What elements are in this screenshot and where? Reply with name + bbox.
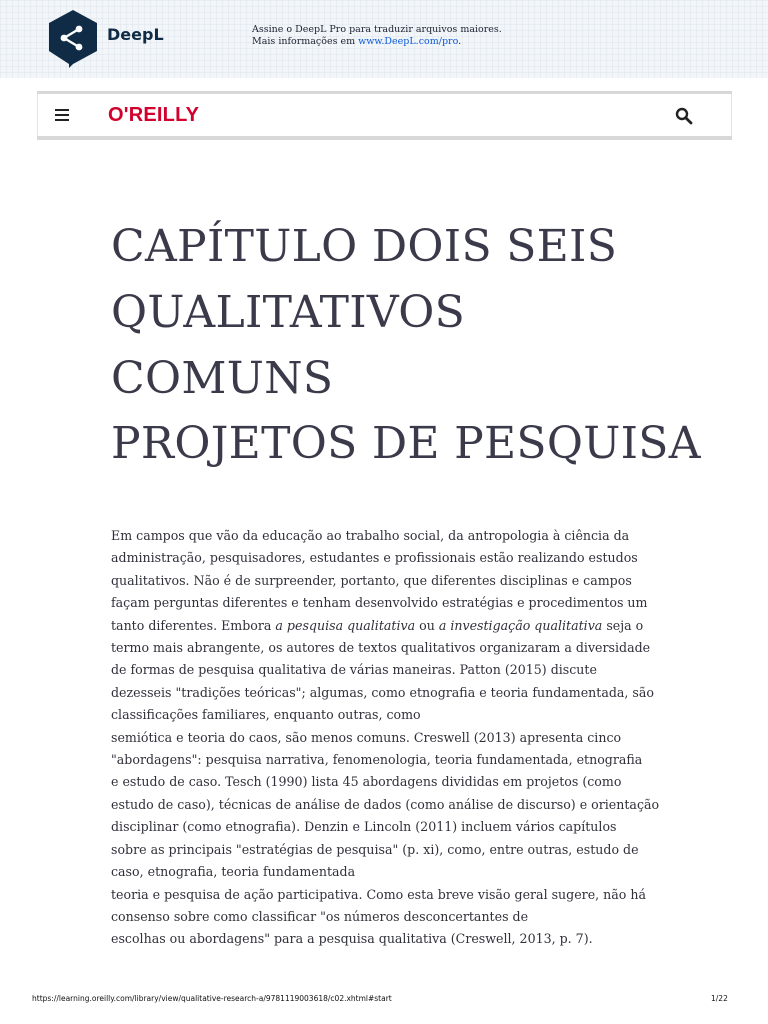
paragraph-emphasis: a pesquisa qualitativa	[275, 617, 416, 633]
deepl-brand-name: DeepL	[107, 25, 164, 44]
paragraph-line: caso, etnografia, teoria fundamentada	[111, 864, 356, 880]
paragraph-line: Em campos que vão da educação ao trabalho social, da antropologia à ciência da	[111, 528, 630, 543]
deepl-promo-text	[252, 24, 502, 48]
oreilly-logo[interactable]: O'REILLY	[108, 104, 200, 126]
chapter-body-paragraph	[111, 525, 671, 951]
paragraph-text: ou	[415, 617, 439, 633]
paragraph-line: disciplinar (como etnografia). Denzin e Lincoln (2011) incluem vários capítulos	[111, 819, 617, 835]
paragraph-line: classificações familiares, enquanto outras, como	[111, 707, 421, 723]
footer-page-number: 1/22	[711, 994, 728, 1003]
paragraph-line: "abordagens": pesquisa narrativa, fenomenologia, teoria fundamentada, etnografia	[111, 752, 643, 768]
oreilly-nav-bar	[37, 91, 732, 140]
chapter-title-line: PROJETOS DE PESQUISA	[111, 418, 701, 469]
search-icon[interactable]	[675, 107, 693, 125]
paragraph-line: estudo de caso), técnicas de análise de dados (como análise de discurso) e orientação	[111, 796, 660, 812]
chapter-title-line: CAPÍTULO DOIS SEIS	[111, 221, 618, 272]
paragraph-text: tanto diferentes. Embora	[111, 617, 276, 633]
paragraph-line: de formas de pesquisa qualitativa de várias maneiras. Patton (2015) discute	[111, 662, 597, 678]
chapter-title-line: QUALITATIVOS	[111, 287, 466, 338]
footer-url: https://learning.oreilly.com/library/view/qualitative-research-a/9781119003618/c02.xhtml#start	[32, 994, 392, 1003]
paragraph-emphasis: a investigação qualitativa	[438, 617, 603, 633]
paragraph-line: administração, pesquisadores, estudantes e profissionais estão realizando estudos	[111, 550, 638, 566]
deepl-promo-line-2-suffix: .	[458, 36, 462, 47]
paragraph-line: consenso sobre como classificar "os números desconcertantes de	[111, 908, 529, 924]
paragraph-line: sobre as principais "estratégias de pesquisa" (p. xi), como, entre outras, estudo de	[111, 841, 639, 857]
chapter-title-line: COMUNS	[111, 353, 334, 404]
paragraph-line: qualitativos. Não é de surpreender, portanto, que diferentes disciplinas e campos	[111, 572, 632, 588]
deepl-promo-line-2-prefix: Mais informações em	[252, 36, 359, 47]
paragraph-line: e estudo de caso. Tesch (1990) lista 45 abordagens divididas em projetos (como	[111, 774, 622, 790]
chapter-title	[111, 223, 711, 468]
paragraph-text: seja o	[602, 617, 644, 633]
paragraph-line: façam perguntas diferentes e tenham desenvolvido estratégias e procedimentos um	[111, 595, 648, 611]
paragraph-line: termo mais abrangente, os autores de textos qualitativos organizaram a diversidade	[111, 640, 651, 656]
paragraph-line: escolhas ou abordagens" para a pesquisa qualitativa (Creswell, 2013, p. 7).	[111, 931, 593, 947]
deepl-logo-icon	[47, 9, 99, 69]
hamburger-icon[interactable]	[55, 109, 69, 121]
deepl-banner	[0, 0, 768, 78]
paragraph-line: semiótica e teoria do caos, são menos comuns. Creswell (2013) apresenta cinco	[111, 729, 622, 745]
paragraph-line: dezesseis "tradições teóricas"; algumas, como etnografia e teoria fundamentada, são	[111, 684, 654, 700]
deepl-pro-link[interactable]: www.DeepL.com/pro	[358, 36, 459, 47]
paragraph-line: teoria e pesquisa de ação participativa. Como esta breve visão geral sugere, não há	[111, 886, 646, 902]
deepl-promo-line-1: Assine o DeepL Pro para traduzir arquivos maiores.	[252, 24, 502, 35]
paragraph-line	[111, 615, 671, 637]
